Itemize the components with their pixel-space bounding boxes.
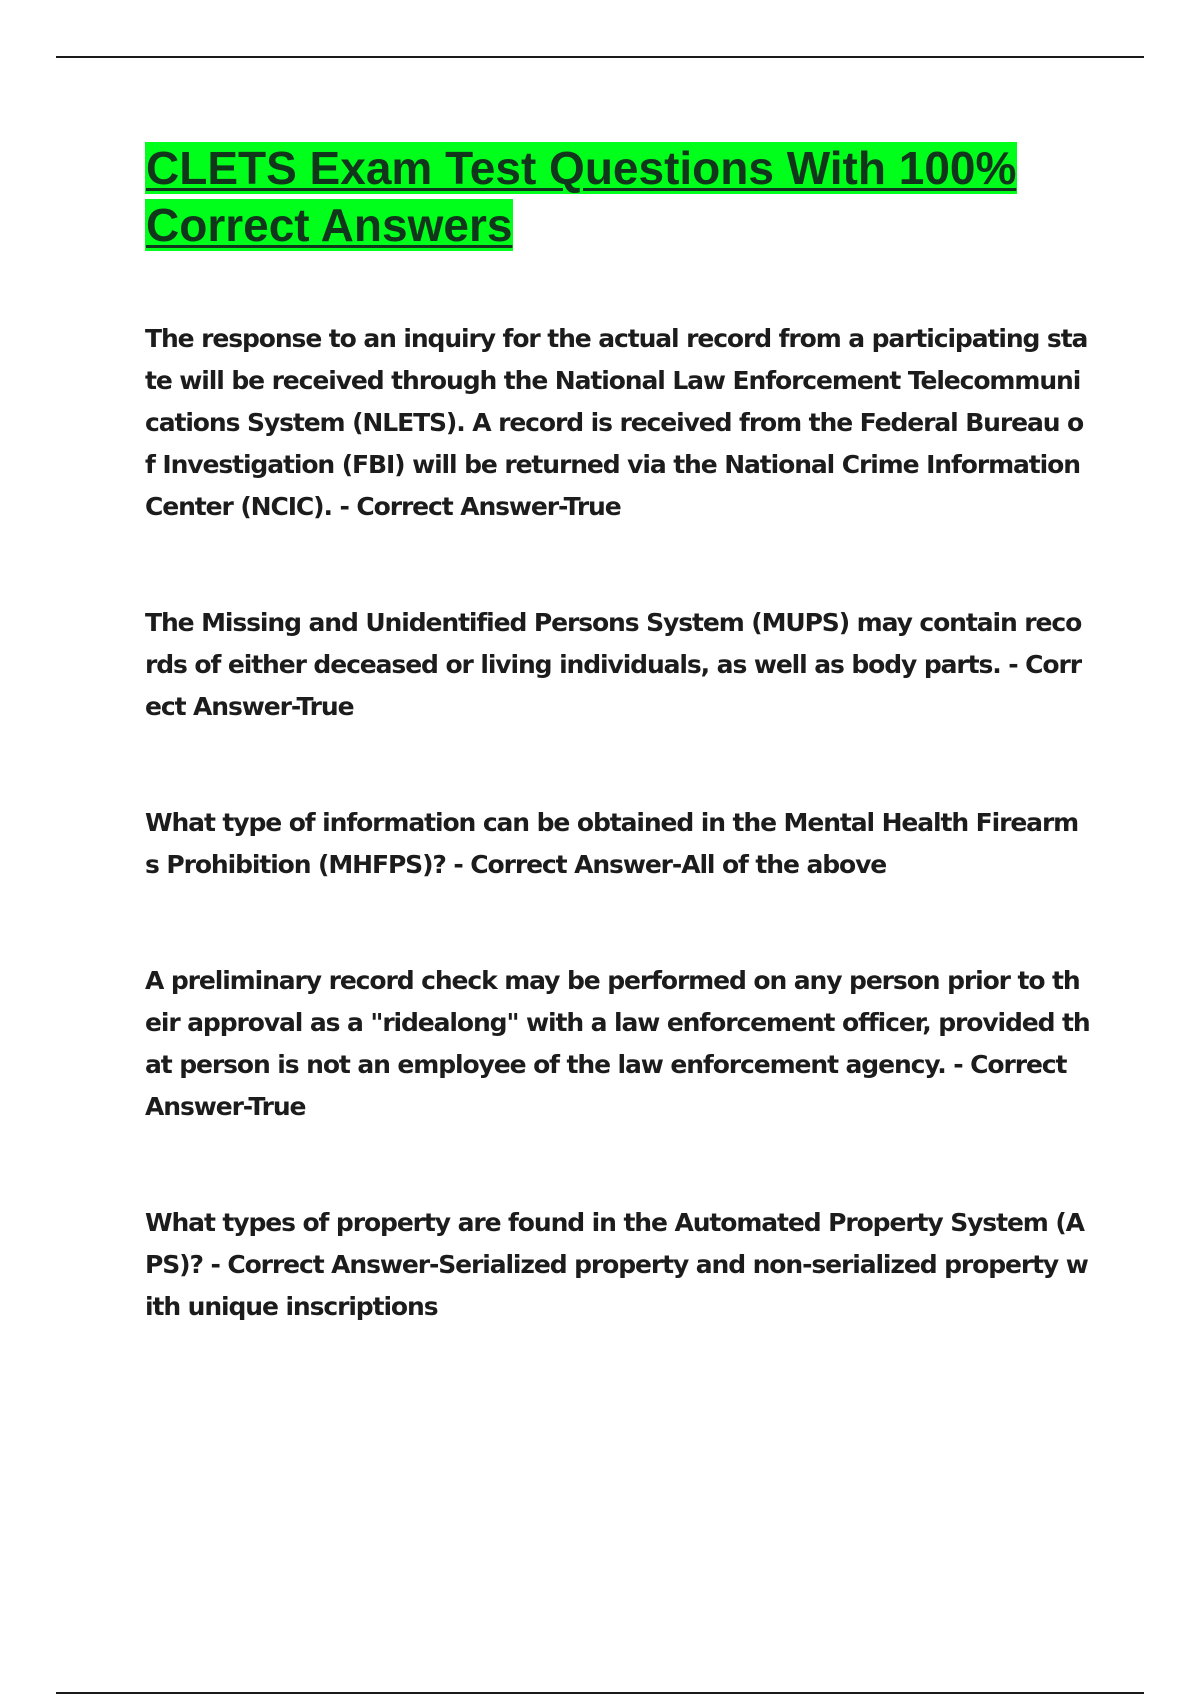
question-text: The Missing and Unidentified Persons System (MUPS) may contain records of either deceased or living individuals, as well as body parts. - [145,608,1082,679]
question-text: A preliminary record check may be performed on any person prior to their approval as a "ridealong" with a law enforcement officer, provided that person is not an employee of the law enforcement agency. - [145,966,1090,1079]
qa-list [145,318,1090,1328]
page-top-rule [56,56,1144,58]
document-body [145,140,1090,1402]
question-text: What type of information can be obtained in the Mental Health Firearms Prohibition (MHFPS)? - [145,808,1079,879]
answer-text: Correct Answer-True [145,1050,1067,1121]
page-title [145,140,1090,254]
qa-item-3 [145,802,1090,886]
question-text: What types of property are found in the Automated Property System (APS)? - [145,1208,1084,1279]
page-bottom-rule [56,1692,1144,1694]
qa-item-5 [145,1202,1090,1328]
qa-item-1 [145,318,1090,528]
answer-text: Correct Answer-All of the above [470,850,887,879]
answer-text: Correct Answer-True [145,650,1081,721]
answer-text: Correct Answer-Serialized property and non-serialized property with unique inscriptions [145,1250,1088,1321]
qa-item-2 [145,602,1090,728]
title-highlight: CLETS Exam Test Questions With 100% Correct Answers [146,142,1017,251]
answer-text: Correct Answer-True [356,492,621,521]
qa-item-4 [145,960,1090,1128]
question-text: The response to an inquiry for the actual record from a participating state will be received through the National Law Enforcement Telecommunications System (NLETS). A record is received from the Federal Bureau of Investigation (FBI) will be returned via the National Crime Information Center (NCIC). - [145,324,1088,521]
